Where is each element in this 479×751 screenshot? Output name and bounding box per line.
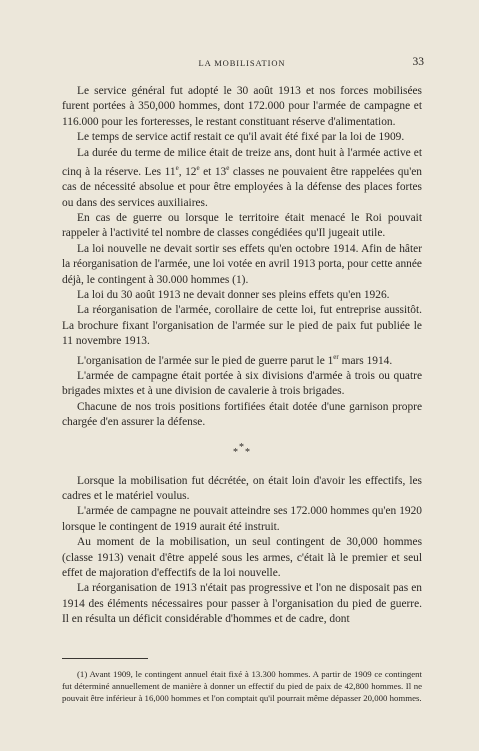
paragraph: Lorsque la mobilisation fut décrétée, on était loin d'avoir les effectifs, les cadres et le matériel voulus. (62, 474, 422, 502)
paragraph: La durée du terme de milice était de treize ans, dont huit à l'armée active et cinq à la réserve. Les 11e, 12e et 13e classes ne pouvaient être rappelées qu'en cas de nécessité absolue et pour être employées à la défense des places fortes ou dans des services auxiliaires. (62, 146, 422, 209)
paragraph: La loi nouvelle ne devait sortir ses effets qu'en octobre 1914. Afin de hâter la réorganisation de l'armée, une loi votée en avril 1913 porta, pour cette année déjà, le contingent à 30.000 hommes (1). (62, 242, 422, 286)
running-title: LA MOBILISATION (198, 58, 286, 68)
section-separator: *** (233, 441, 251, 458)
paragraph: La réorganisation de 1913 n'était pas progressive et l'on ne disposait pas en 1914 des éléments nécessaires pour passer à l'organisation du pied de guerre. Il en résulta un déficit considérable d'hommes et de cadre, dont (62, 582, 422, 626)
page-number: 33 (412, 56, 424, 68)
paragraph: Au moment de la mobilisation, un seul contingent de 30,000 hommes (classe 1913) venait d'être appelé sous les armes, c'était là le premier et seul effet de majoration d'effectifs de la loi nouvelle. (62, 536, 422, 579)
paragraph: En cas de guerre ou lorsque le territoire était menacé le Roi pouvait rappeler à l'activité tel nombre de classes congédiées qu'Il jugeait utile. (62, 212, 422, 240)
page-header (62, 58, 422, 72)
paragraph: Le service général fut adopté le 30 août 1913 et nos forces mobilisées furent portées à 350,000 hommes, dont 172.000 pour l'armée de campagne et 116.000 pour les forteresses, le restant constituant réserve d'alimentation. (62, 85, 422, 128)
paragraph: La loi du 30 août 1913 ne devait donner ses pleins effets qu'en 1926. (77, 289, 390, 302)
paragraph: L'organisation de l'armée sur le pied de guerre parut le 1er mars 1914. (77, 352, 393, 367)
paragraph: Chacune de nos trois positions fortifiées était dotée d'une garnison propre chargée d'en assurer la défense. (62, 400, 422, 429)
paragraph: L'armée de campagne était portée à six divisions d'armée à trois ou quatre brigades mixtes et à une division de cavalerie à trois brigades. (62, 369, 422, 398)
paragraph: L'armée de campagne ne pouvait atteindre ses 172.000 hommes qu'en 1920 lorsque le contingent de 1919 aurait été instruit. (62, 505, 422, 533)
paragraph: Le temps de service actif restait ce qu'il avait été fixé par la loi de 1909. (77, 131, 405, 144)
footnote: (1) Avant 1909, le contingent annuel était fixé à 13.300 hommes. A partir de 1909 ce contingent fut déterminé annuellement de manière à donner un effectif du pied de paix de 42,800 hommes. Il ne pouvait être inférieur à 16,000 hommes et l'on comptait qu'il pourrait même dépasser 20,000 hommes. (62, 669, 422, 704)
body-text (62, 84, 422, 628)
footnote-rule (62, 658, 148, 659)
paragraph: La réorganisation de l'armée, corollaire de cette loi, fut entreprise aussitôt. La brochure fixant l'organisation de l'armée sur le pied de paix fut publiée le 11 novembre 1913. (62, 304, 422, 348)
